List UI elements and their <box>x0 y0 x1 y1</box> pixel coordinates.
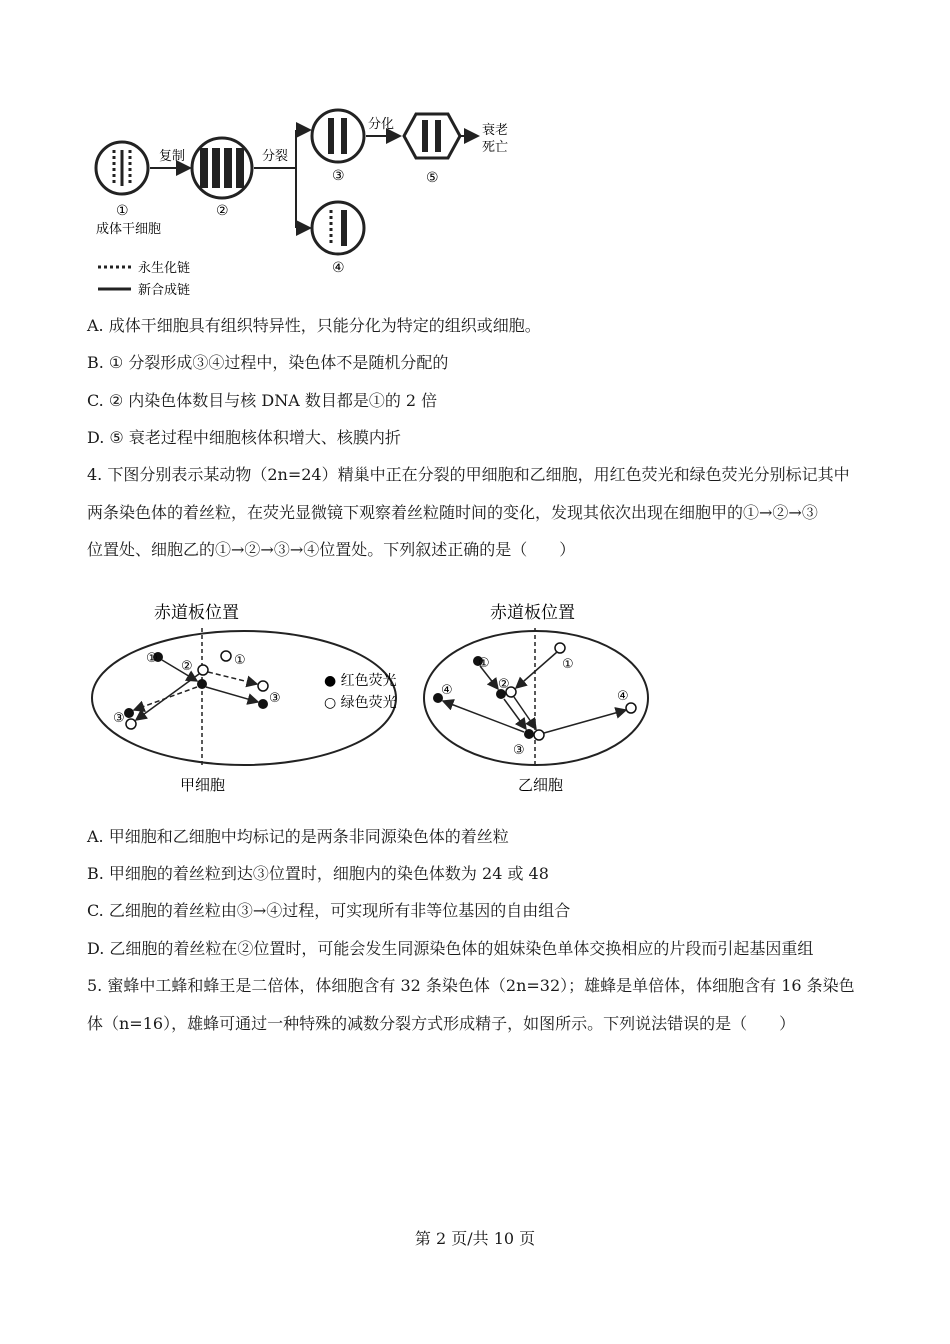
legend-green-label: ○ 绿色荧光 <box>324 695 397 711</box>
q3-option-d: D. ⑤ 衰老过程中细胞核体积增大、核膜内折 <box>87 428 401 447</box>
cell-a-marker-2: ② <box>181 659 193 674</box>
cell-5 <box>404 114 460 158</box>
centromere-diagram <box>86 590 666 805</box>
copy-label: 复制 <box>159 149 186 164</box>
differentiate-label: 分化 <box>368 117 395 132</box>
divide-label: 分裂 <box>262 149 289 164</box>
cell-b-marker-4-right: ④ <box>617 689 629 704</box>
q5-stem-line-2: 体（n=16），雄蜂可通过一种特殊的减数分裂方式形成精子，如图所示。下列说法错误的是（ ） <box>87 1014 796 1033</box>
cell-5-number: ⑤ <box>426 170 439 186</box>
q4-option-c: C. 乙细胞的着丝粒由③→④过程，可实现所有非等位基因的自由组合 <box>87 901 571 920</box>
legend-immortal-label: 永生化链 <box>138 261 191 276</box>
cell-b-marker-3: ③ <box>513 743 525 758</box>
cell-4 <box>312 202 364 254</box>
aging-label: 衰老 <box>482 123 509 138</box>
cell-a-marker-1-green: ① <box>234 653 246 668</box>
q4-option-b: B. 甲细胞的着丝粒到达③位置时，细胞内的染色体数为 24 或 48 <box>87 864 549 883</box>
cell-b-marker-1-red: ① <box>478 656 490 671</box>
q5-stem-line-1: 5. 蜜蜂中工蜂和蜂王是二倍体，体细胞含有 32 条染色体（2n=32）；雄蜂是单倍体，体细胞含有 16 条染色 <box>87 976 855 995</box>
legend-red-label: ● 红色荧光 <box>324 673 397 689</box>
cell-b <box>424 603 648 794</box>
cell-4-number: ④ <box>332 260 345 276</box>
cell-a-marker-3-left: ③ <box>113 711 125 726</box>
cell-a-marker-1-red: ① <box>146 651 158 666</box>
cell-2-number: ② <box>216 203 229 219</box>
q4-stem-line-2: 两条染色体的着丝粒，在荧光显微镜下观察着丝粒随时间的变化，发现其依次出现在细胞甲的①→②→③ <box>87 503 818 522</box>
q4-stem-line-1: 4. 下图分别表示某动物（2n=24）精巢中正在分裂的甲细胞和乙细胞，用红色荧光和绿色荧光分别标记其中 <box>87 465 850 484</box>
cell-b-caption: 乙细胞 <box>518 776 564 794</box>
cell-2 <box>192 138 252 198</box>
q3-option-a: A. 成体干细胞具有组织特异性，只能分化为特定的组织或细胞。 <box>87 316 541 335</box>
cell-b-marker-2: ② <box>498 677 510 692</box>
cell-1-caption: 成体干细胞 <box>96 222 162 237</box>
stem-cell-diagram <box>86 100 526 305</box>
q3-option-b: B. ① 分裂形成③④过程中，染色体不是随机分配的 <box>87 353 449 372</box>
cell-a-marker-3-right: ③ <box>269 691 281 706</box>
page-footer: 第 2 页/共 10 页 <box>414 1229 536 1248</box>
cell-b-marker-1-green: ① <box>562 657 574 672</box>
cell-1-number: ① <box>116 203 129 219</box>
cell-a-equator-label: 赤道板位置 <box>154 603 239 623</box>
cell-b-equator-label: 赤道板位置 <box>490 603 575 623</box>
cell-b-marker-4-left: ④ <box>441 683 453 698</box>
q4-stem-line-3: 位置处、细胞乙的①→②→③→④位置处。下列叙述正确的是（ ） <box>87 540 576 559</box>
q4-option-a: A. 甲细胞和乙细胞中均标记的是两条非同源染色体的着丝粒 <box>87 827 509 846</box>
cell-a-caption: 甲细胞 <box>180 776 226 794</box>
cell-1 <box>96 142 148 194</box>
cell-3 <box>312 110 364 162</box>
cell-3-number: ③ <box>332 168 345 184</box>
death-label: 死亡 <box>482 140 509 155</box>
q3-option-c: C. ② 内染色体数目与核 DNA 数目都是①的 2 倍 <box>87 391 438 410</box>
legend-new-label: 新合成链 <box>138 283 191 298</box>
q4-option-d: D. 乙细胞的着丝粒在②位置时，可能会发生同源染色体的姐妹染色单体交换相应的片段而引起基因重组 <box>87 939 814 958</box>
